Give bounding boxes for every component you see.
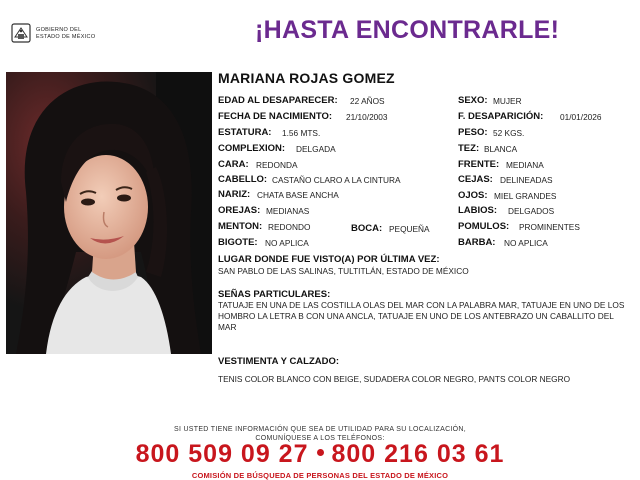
info-line-2: COMUNÍQUESE A LOS TELÉFONOS: [255,435,385,442]
value-ojos: MIEL GRANDES [494,191,557,201]
value-bigote: NO APLICA [265,238,309,248]
label-pomulos: POMULOS: [458,221,510,232]
label-f-desaparicion: F. DESAPARICIÓN: [458,111,544,122]
value-f-desaparicion: 01/01/2026 [560,112,602,122]
label-fecha-nacimiento: FECHA DE NACIMIENTO: [218,111,332,122]
value-cejas: DELINEADAS [500,175,553,185]
label-peso: PESO: [458,127,488,138]
phone-1[interactable]: 800 509 09 27 [135,440,309,468]
label-cejas: CEJAS: [458,174,493,185]
value-cabello: CASTAÑO CLARO A LA CINTURA [272,175,401,185]
label-tez: TEZ: [458,143,480,154]
phone-numbers [0,440,640,469]
value-nariz: CHATA BASE ANCHA [257,190,339,200]
value-edad: 22 AÑOS [350,96,385,106]
value-estatura: 1.56 MTS. [282,128,321,138]
logo-line-1: GOBIERNO DEL [36,27,82,33]
distinguishing-marks-title: SEÑAS PARTICULARES: [218,289,331,300]
value-sexo: MUJER [493,96,522,106]
value-peso: 52 KGS. [493,128,525,138]
value-complexion: DELGADA [296,144,336,154]
label-cabello: CABELLO: [218,174,268,185]
value-menton: REDONDO [268,222,311,232]
label-complexion: COMPLEXION: [218,143,286,154]
label-orejas: OREJAS: [218,205,261,216]
government-logo [10,22,120,46]
label-boca: BOCA: [351,223,383,234]
state-seal-icon [10,22,32,44]
label-estatura: ESTATURA: [218,127,272,138]
bullet-icon [317,449,324,456]
label-nariz: NARIZ: [218,189,251,200]
value-barba: NO APLICA [504,238,548,248]
value-boca: PEQUEÑA [389,224,430,234]
label-barba: BARBA: [458,237,496,248]
label-labios: LABIOS: [458,205,498,216]
missing-person-photo [6,72,212,354]
value-cara: REDONDA [256,160,298,170]
headline: ¡HASTA ENCONTRARLE! [255,16,560,44]
label-sexo: SEXO: [458,95,488,106]
label-cara: CARA: [218,159,249,170]
clothing-text: TENIS COLOR BLANCO CON BEIGE, SUDADERA COLOR NEGRO, PANTS COLOR NEGRO [218,374,571,384]
distinguishing-marks-text: TATUAJE EN UNA DE LAS COSTILLA OLAS DEL MAR CON LA PALABRA MAR, TATUAJE EN UNO DE LOS HOMBRO LA LETRA B CON UNA ANCLA, TATUAJE EN UNO DE LOS ANTEBRAZO UN CABALLITO DEL MAR [218,300,625,332]
value-tez: BLANCA [484,144,518,154]
person-name: MARIANA ROJAS GOMEZ [218,70,395,86]
value-pomulos: PROMINENTES [519,222,580,232]
value-frente: MEDIANA [506,160,544,170]
logo-line-2: ESTADO DE MÉXICO [36,34,96,40]
label-bigote: BIGOTE: [218,237,258,248]
last-seen-title: LUGAR DONDE FUE VISTO(A) POR ÚLTIMA VEZ: [218,254,440,265]
label-edad: EDAD AL DESAPARECER: [218,95,338,106]
label-menton: MENTON: [218,221,263,232]
label-ojos: OJOS: [458,190,488,201]
value-labios: DELGADOS [508,206,555,216]
commission-name: COMISIÓN DE BÚSQUEDA DE PERSONAS DEL ESTADO DE MÉXICO [191,471,449,480]
value-fecha-nacimiento: 21/10/2003 [346,112,388,122]
phone-2[interactable]: 800 216 03 61 [331,440,505,468]
value-orejas: MEDIANAS [266,206,310,216]
last-seen-text: SAN PABLO DE LAS SALINAS, TULTITLÁN, ESTADO DE MÉXICO [218,266,469,276]
clothing-title: VESTIMENTA Y CALZADO: [218,356,340,367]
info-line-1: SI USTED TIENE INFORMACIÓN QUE SEA DE UTILIDAD PARA SU LOCALIZACIÓN, [173,426,467,433]
label-frente: FRENTE: [458,159,500,170]
